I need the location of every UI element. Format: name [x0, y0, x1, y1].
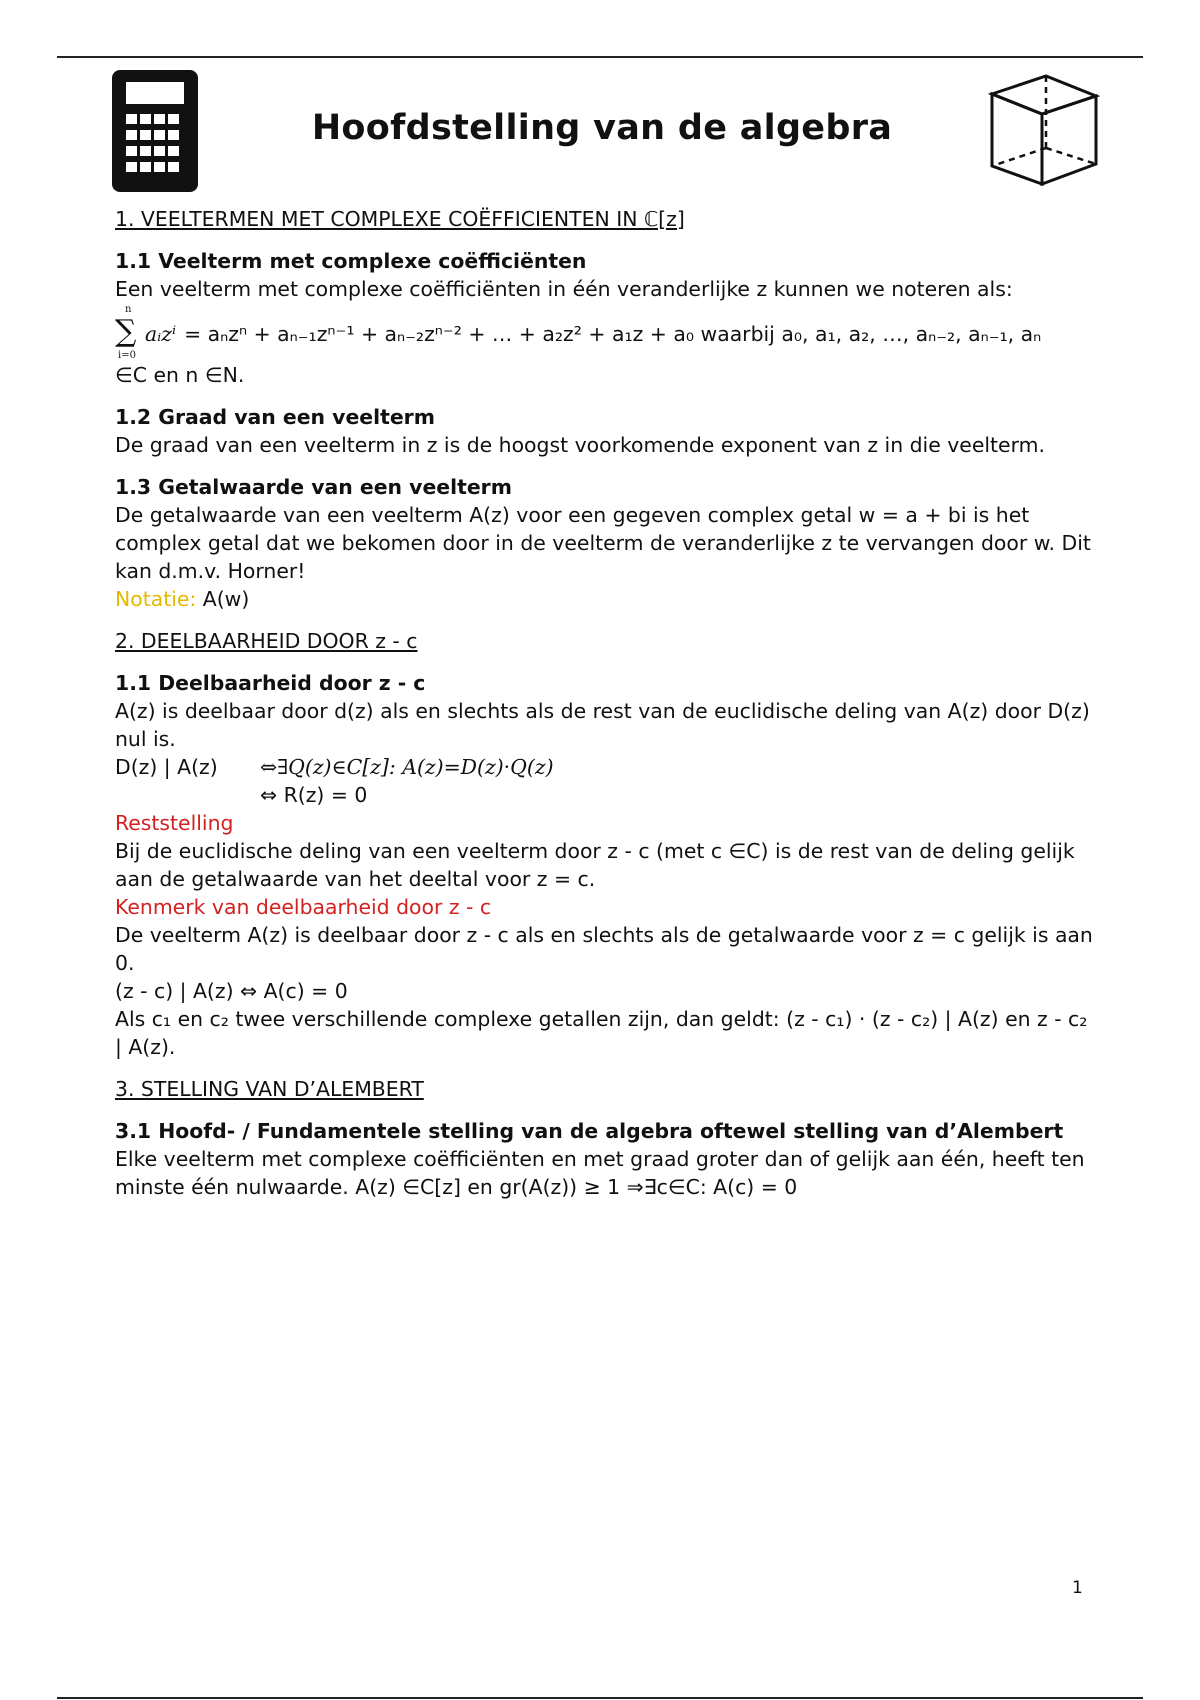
paragraph-2-1: A(z) is deelbaar door d(z) als en slechts als de rest van de euclidische deling van A(z) door D(z) nul is. [115, 699, 1090, 751]
paragraph-1-2: De graad van een veelterm in z is de hoogst voorkomende exponent van z in die veelterm. [115, 433, 1045, 457]
paragraph-1-1: Een veelterm met complexe coëfficiënten in één veranderlijke z kunnen we noteren als: [115, 277, 1013, 301]
divisibility-line-a [115, 753, 1100, 781]
cube-icon [986, 74, 1102, 186]
section-heading-2: 2. DEELBAARHEID DOOR z - c [115, 629, 418, 653]
subheading-2-1: 1.1 Deelbaarheid door z - c [115, 671, 426, 695]
notatie-line [115, 585, 1100, 613]
reststelling-text: Bij de euclidische deling van een veelterm door z - c (met c ∈C) is de rest van de deling gelijk aan de getalwaarde van het deeltal voor z = c. [115, 839, 1075, 891]
page-number: 1 [1072, 1578, 1083, 1598]
kenmerk-equation: (z - c) | A(z) ⇔ A(c) = 0 [115, 979, 348, 1003]
sigma-upper-limit: n [125, 304, 132, 315]
paragraph-3-1: Elke veelterm met complexe coëfficiënten en met graad groter dan of gelijk aan één, heeft ten minste één nulwaarde. A(z) ∈C[z] en gr(A(z)) ≥ 1 ⇒∃c∈C: A(c) = 0 [115, 1147, 1085, 1199]
top-rule [57, 56, 1143, 58]
formula-line-2: ∈C en n ∈N. [115, 363, 245, 387]
summation-symbol: n ∑ i=0 [115, 304, 137, 361]
subheading-1-1: 1.1 Veelterm met complexe coëfficiënten [115, 249, 587, 273]
notatie-label: Notatie: [115, 587, 197, 611]
als-paragraph: Als c₁ en c₂ twee verschillende complexe getallen zijn, dan geldt: (z - c₁) · (z - c₂) | A(z) en z - c₂ | A(z). [115, 1007, 1088, 1059]
formula-term: aᵢzⁱ [145, 322, 177, 346]
section-heading-1: 1. VEELTERMEN MET COMPLEXE COËFFICIENTEN IN ℂ[z] [115, 207, 685, 231]
page-title: Hoofdstelling van de algebra [311, 108, 893, 148]
paragraph-1-3: De getalwaarde van een veelterm A(z) voor een gegeven complex getal w = a + bi is het complex getal dat we bekomen door in de veelterm de veranderlijke z te vervangen door w. Dit kan d.m.v. Horner! [115, 503, 1091, 583]
document-body [115, 205, 1100, 1201]
notatie-value: A(w) [202, 587, 250, 611]
divisibility-line-b: ⇔ R(z) = 0 [260, 783, 368, 807]
polynomial-formula [115, 304, 1100, 361]
calculator-icon [112, 70, 198, 192]
kenmerk-title: Kenmerk van deelbaarheid door z - c [115, 895, 492, 919]
sigma-lower-limit: i=0 [118, 350, 136, 361]
reststelling-title: Reststelling [115, 811, 234, 835]
divisibility-expression: ⇔∃Q(z)∈C[z]: A(z)=D(z)·Q(z) [260, 755, 554, 779]
formula-expansion: = aₙzⁿ + aₙ₋₁zⁿ⁻¹ + aₙ₋₂zⁿ⁻² + … + a₂z² + a₁z + a₀ waarbij a₀, a₁, a₂, …, aₙ₋₂, aₙ₋₁, aₙ [184, 322, 1042, 346]
kenmerk-text: De veelterm A(z) is deelbaar door z - c als en slechts als de getalwaarde voor z = c gelijk is aan 0. [115, 923, 1093, 975]
bottom-rule [57, 1697, 1143, 1699]
subheading-3-1: 3.1 Hoofd- / Fundamentele stelling van de algebra oftewel stelling van d’Alembert [115, 1119, 1064, 1143]
subheading-1-3: 1.3 Getalwaarde van een veelterm [115, 475, 512, 499]
divisibility-label: D(z) | A(z) [115, 755, 218, 779]
section-heading-3: 3. STELLING VAN D’ALEMBERT [115, 1077, 424, 1101]
subheading-1-2: 1.2 Graad van een veelterm [115, 405, 435, 429]
